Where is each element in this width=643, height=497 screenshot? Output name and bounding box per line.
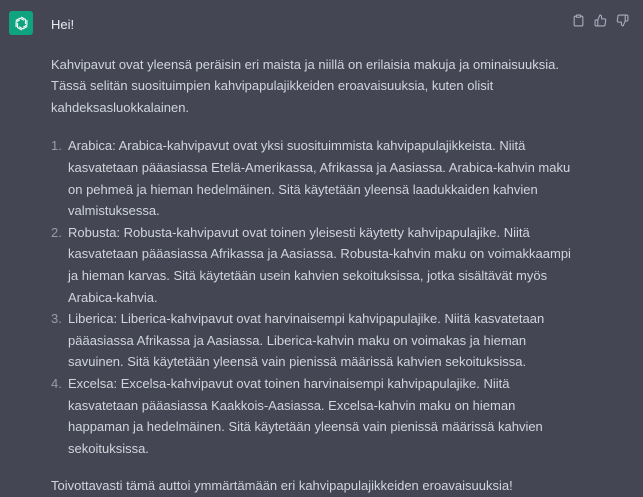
list-item-text: Liberica: Liberica-kahvipavut ovat harvinaisempi kahvipapulajike. Niitä kasvatetaan pääasiassa Afrikassa ja Aasiassa. Liberica-kahvin maku on voimakas ja hieman savuinen. Sitä käytetään yleensä vain pienissä määrissä kahvien sekoituksissa. <box>68 311 545 370</box>
list-item-number: 3. <box>51 311 62 327</box>
message-intro: Kahvipavut ovat yleensä peräisin eri maista ja niillä on erilaisia makuja ja ominaisuuksia. Tässä selitän suosituimpien kahvipapulajikkeiden eroavaisuuksia, kuten olisit kahdeksasluokkalainen. <box>51 56 559 115</box>
list-item <box>51 308 579 373</box>
list-item <box>51 373 579 459</box>
message-greeting: Hei! <box>51 17 75 32</box>
list-item-text: Robusta: Robusta-kahvipavut ovat toinen yleisesti käytetty kahvipapulajike. Niitä kasvatetaan pääasiassa Afrikassa ja Aasiassa. Robusta-kahvin maku on voimakkaampi ja hieman karvas. Sitä käytetään usein kahvien sekoituksissa, jotka sisältävät myös Arabica-kahvia. <box>68 224 571 305</box>
message-outro: Toivottavasti tämä auttoi ymmärtämään eri kahvipapulajikkeiden eroavaisuuksia! <box>51 478 513 494</box>
openai-logo-icon <box>13 15 30 32</box>
dislike-button[interactable] <box>615 13 630 28</box>
list-item <box>51 135 579 221</box>
list-item <box>51 222 579 308</box>
like-button[interactable] <box>593 13 608 28</box>
assistant-message <box>51 14 579 497</box>
message-actions <box>571 13 630 28</box>
list-item-number: 2. <box>51 224 62 240</box>
list-item-text: Excelsa: Excelsa-kahvipavut ovat toinen harvinaisempi kahvipapulajike. Niitä kasvatetaan pääasiassa Kaakkois-Aasiassa. Excelsa-kahvin maku on hieman happaman ja hedelmäinen. Sitä käytetään yleensä vain pienissä määrissä kahvien sekoituksissa. <box>68 375 543 456</box>
thumbs-down-icon <box>616 14 629 27</box>
coffee-varieties-list <box>51 135 579 459</box>
list-item-number: 1. <box>51 138 62 154</box>
list-item-number: 4. <box>51 375 62 391</box>
thumbs-up-icon <box>594 14 607 27</box>
list-item-text: Arabica: Arabica-kahvipavut ovat yksi suosituimmista kahvipapulajikkeista. Niitä kasvatetaan pääasiassa Etelä-Amerikassa, Afrikassa ja Aasiassa. Arabica-kahvin maku on pehmeä ja hieman hedelmäinen. Sitä käytetään yleensä laadukkaiden kahvien valmistuksessa. <box>68 138 571 219</box>
assistant-avatar <box>9 11 33 35</box>
